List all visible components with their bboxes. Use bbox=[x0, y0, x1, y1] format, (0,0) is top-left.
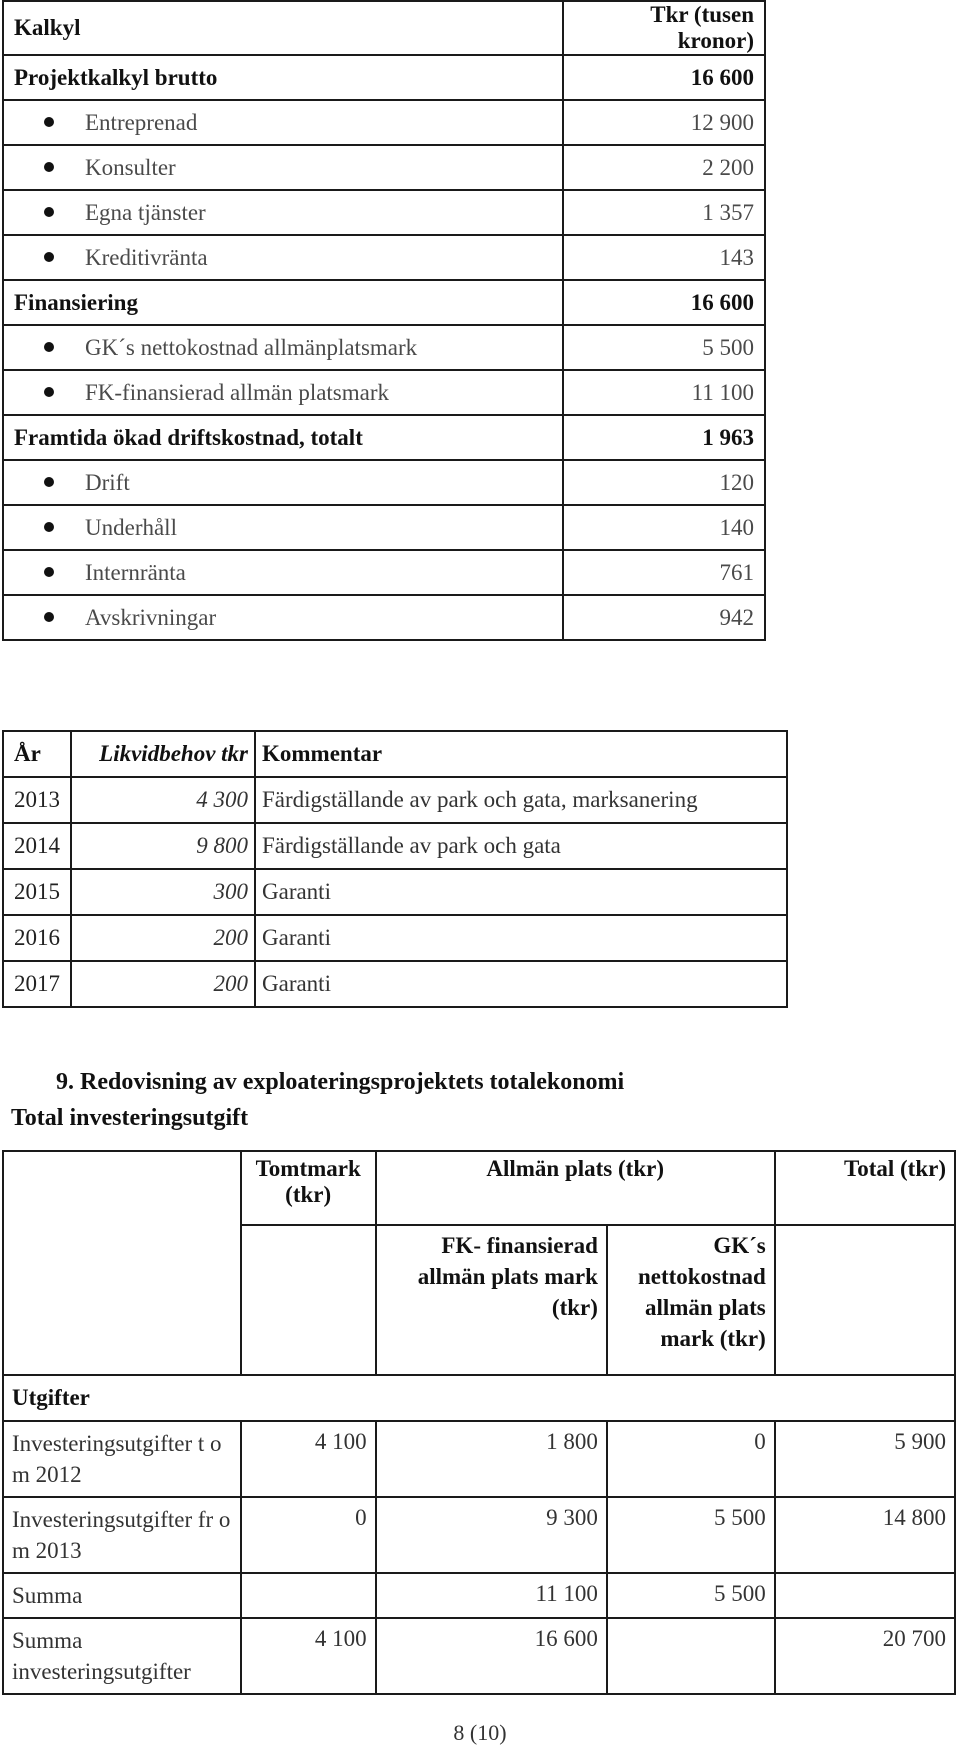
kalkyl-row-value: 1 357 bbox=[563, 190, 765, 235]
kalkyl-bullet-label: Avskrivningar bbox=[3, 595, 563, 640]
kalkyl-bullet-label: FK-finansierad allmän platsmark bbox=[3, 370, 563, 415]
cell-fk: 9 300 bbox=[376, 1497, 607, 1573]
kalkyl-row bbox=[3, 370, 765, 415]
kalkyl-row-value: 942 bbox=[563, 595, 765, 640]
total-investment-table bbox=[2, 1150, 956, 1695]
header-total: Total (tkr) bbox=[775, 1151, 955, 1225]
likvid-header-row bbox=[3, 731, 787, 777]
kalkyl-row-value: 16 600 bbox=[563, 280, 765, 325]
kalkyl-row bbox=[3, 100, 765, 145]
empty-subheader-cell bbox=[3, 1225, 241, 1375]
kalkyl-row bbox=[3, 145, 765, 190]
cell-tomtmark: 0 bbox=[241, 1497, 376, 1573]
cell-gk bbox=[607, 1618, 775, 1694]
kalkyl-header-label: Kalkyl bbox=[3, 1, 563, 55]
likvid-year: 2017 bbox=[3, 961, 71, 1007]
header-gk-nettokostnad: GK´s nettokostnad allmän plats mark (tkr) bbox=[607, 1225, 775, 1375]
header-tomtmark: Tomtmark (tkr) bbox=[241, 1151, 376, 1225]
kalkyl-row-value: 140 bbox=[563, 505, 765, 550]
header-allman-plats: Allmän plats (tkr) bbox=[376, 1151, 775, 1225]
likvid-header-year: År bbox=[3, 731, 71, 777]
utgifter-label: Utgifter bbox=[3, 1375, 955, 1421]
kalkyl-bullet-label: GK´s nettokostnad allmänplatsmark bbox=[3, 325, 563, 370]
cell-gk: 5 500 bbox=[607, 1497, 775, 1573]
likvid-row bbox=[3, 823, 787, 869]
total-row bbox=[3, 1497, 955, 1573]
kalkyl-row-label: Framtida ökad driftskostnad, totalt bbox=[3, 415, 563, 460]
cell-total: 20 700 bbox=[775, 1618, 955, 1694]
kalkyl-row-value: 12 900 bbox=[563, 100, 765, 145]
row-label: Investeringsutgifter t o m 2012 bbox=[3, 1421, 241, 1497]
page-number: 8 (10) bbox=[453, 1720, 507, 1745]
kalkyl-row bbox=[3, 235, 765, 280]
cell-tomtmark: 4 100 bbox=[241, 1421, 376, 1497]
likvid-year: 2014 bbox=[3, 823, 71, 869]
kalkyl-row bbox=[3, 460, 765, 505]
cell-fk: 1 800 bbox=[376, 1421, 607, 1497]
total-header-row bbox=[3, 1151, 955, 1225]
likvid-row bbox=[3, 869, 787, 915]
total-row bbox=[3, 1618, 955, 1694]
utgifter-row bbox=[3, 1375, 955, 1421]
kalkyl-row-value: 2 200 bbox=[563, 145, 765, 190]
row-label: Investeringsutgifter fr o m 2013 bbox=[3, 1497, 241, 1573]
kalkyl-bullet-label: Internränta bbox=[3, 550, 563, 595]
likvid-amount: 300 bbox=[71, 869, 255, 915]
likvid-amount: 9 800 bbox=[71, 823, 255, 869]
section-subheading: Total investeringsutgift bbox=[11, 1105, 249, 1131]
cell-tomtmark: 4 100 bbox=[241, 1618, 376, 1694]
total-subheader-row bbox=[3, 1225, 955, 1375]
row-label: Summa investeringsutgifter bbox=[3, 1618, 241, 1694]
section-heading: 9. Redovisning av exploateringsprojektets totalekonomi bbox=[56, 1069, 625, 1095]
kalkyl-row-value: 120 bbox=[563, 460, 765, 505]
empty-total-cell bbox=[775, 1225, 955, 1375]
kalkyl-row bbox=[3, 325, 765, 370]
kalkyl-row bbox=[3, 595, 765, 640]
cell-fk: 16 600 bbox=[376, 1618, 607, 1694]
likvid-row bbox=[3, 777, 787, 823]
cell-fk: 11 100 bbox=[376, 1573, 607, 1618]
kalkyl-row bbox=[3, 415, 765, 460]
kalkyl-row-value: 143 bbox=[563, 235, 765, 280]
kalkyl-row bbox=[3, 55, 765, 100]
kalkyl-header-row bbox=[3, 1, 765, 55]
total-row bbox=[3, 1573, 955, 1618]
likvid-comment: Garanti bbox=[255, 915, 787, 961]
kalkyl-row bbox=[3, 280, 765, 325]
kalkyl-row-value: 11 100 bbox=[563, 370, 765, 415]
likvid-comment: Garanti bbox=[255, 869, 787, 915]
cell-gk: 5 500 bbox=[607, 1573, 775, 1618]
kalkyl-bullet-label: Konsulter bbox=[3, 145, 563, 190]
total-row bbox=[3, 1421, 955, 1497]
kalkyl-row bbox=[3, 550, 765, 595]
kalkyl-row-label: Finansiering bbox=[3, 280, 563, 325]
likvid-comment: Färdigställande av park och gata bbox=[255, 823, 787, 869]
likvid-row bbox=[3, 915, 787, 961]
kalkyl-row bbox=[3, 190, 765, 235]
kalkyl-bullet-label: Kreditivränta bbox=[3, 235, 563, 280]
kalkyl-row bbox=[3, 505, 765, 550]
likvid-comment: Garanti bbox=[255, 961, 787, 1007]
empty-header-cell bbox=[3, 1151, 241, 1225]
kalkyl-table bbox=[2, 0, 766, 641]
header-fk-finansierad: FK- finansierad allmän plats mark (tkr) bbox=[376, 1225, 607, 1375]
cell-total: 5 900 bbox=[775, 1421, 955, 1497]
kalkyl-bullet-label: Entreprenad bbox=[3, 100, 563, 145]
kalkyl-row-value: 5 500 bbox=[563, 325, 765, 370]
cell-total bbox=[775, 1573, 955, 1618]
likvid-amount: 4 300 bbox=[71, 777, 255, 823]
cell-gk: 0 bbox=[607, 1421, 775, 1497]
likvid-comment: Färdigställande av park och gata, marksanering bbox=[255, 777, 787, 823]
kalkyl-header-unit: Tkr (tusen kronor) bbox=[563, 1, 765, 55]
row-label: Summa bbox=[3, 1573, 241, 1618]
likvidbehov-table bbox=[2, 730, 788, 1008]
cell-total: 14 800 bbox=[775, 1497, 955, 1573]
likvid-header-amount: Likvidbehov tkr bbox=[71, 731, 255, 777]
likvid-amount: 200 bbox=[71, 915, 255, 961]
cell-tomtmark bbox=[241, 1573, 376, 1618]
kalkyl-row-label: Projektkalkyl brutto bbox=[3, 55, 563, 100]
likvid-year: 2015 bbox=[3, 869, 71, 915]
kalkyl-bullet-label: Underhåll bbox=[3, 505, 563, 550]
likvid-header-comment: Kommentar bbox=[255, 731, 787, 777]
likvid-year: 2016 bbox=[3, 915, 71, 961]
kalkyl-bullet-label: Egna tjänster bbox=[3, 190, 563, 235]
kalkyl-row-value: 16 600 bbox=[563, 55, 765, 100]
kalkyl-bullet-label: Drift bbox=[3, 460, 563, 505]
empty-tomtmark-cell bbox=[241, 1225, 376, 1375]
kalkyl-row-value: 761 bbox=[563, 550, 765, 595]
likvid-row bbox=[3, 961, 787, 1007]
likvid-amount: 200 bbox=[71, 961, 255, 1007]
likvid-year: 2013 bbox=[3, 777, 71, 823]
kalkyl-row-value: 1 963 bbox=[563, 415, 765, 460]
